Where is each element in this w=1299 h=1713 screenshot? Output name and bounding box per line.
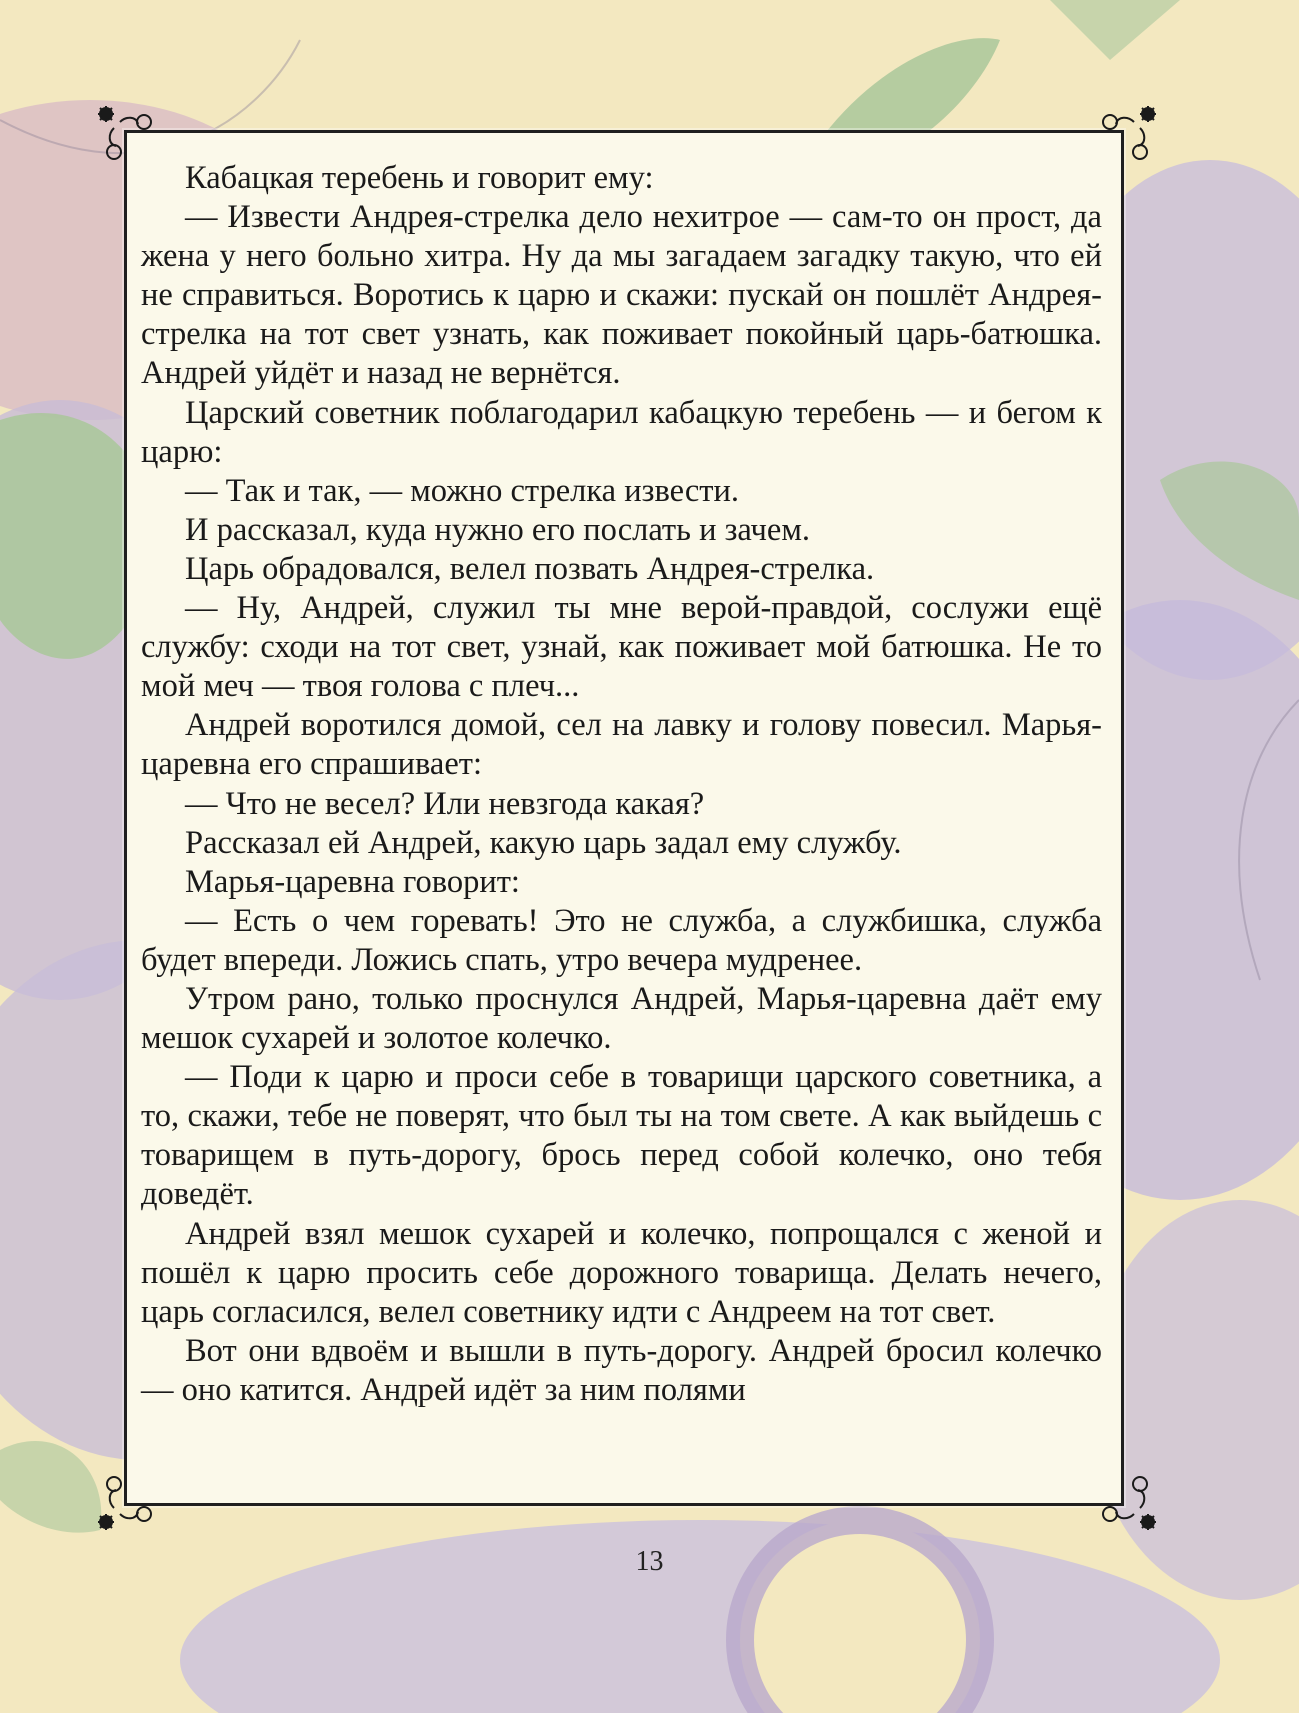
paragraph: Марья-царевна говорит:: [185, 863, 520, 900]
ornament-bottom-left-icon: [92, 1458, 170, 1536]
paragraph: Царский советник поблагодарил кабацкую теребень — и бегом к царю:: [141, 394, 1102, 470]
paragraph: Вот они вдвоём и вышли в путь-дорогу. Андрей бросил колечко — оно катится. Андрей идёт за ним полями: [141, 1332, 1102, 1408]
paragraph: Андрей взял мешок сухарей и колечко, попрощался с женой и пошёл к царю просить себе дорожного товарища. Делать нечего, царь согласился, велел советнику идти с Андреем на тот свет.: [141, 1215, 1102, 1330]
paragraph: Андрей воротился домой, сел на лавку и голову повесил. Марья-царевна его спрашивает:: [141, 707, 1102, 783]
page-number: 13: [635, 1546, 664, 1577]
paragraph: Кабацкая теребень и говорит ему:: [185, 160, 654, 196]
paragraph: — Есть о чем горевать! Это не служба, а службишка, служба будет впереди. Ложись спать, утро вечера мудренее.: [141, 902, 1102, 978]
paragraph: И рассказал, куда нужно его послать и зачем.: [185, 511, 811, 548]
story-text: [141, 159, 1102, 1410]
paragraph: — Что не весел? Или невзгода какая?: [185, 785, 705, 822]
ornament-bottom-right-icon: [1084, 1458, 1162, 1536]
paragraph: — Ну, Андрей, служил ты мне верой-правдой, сослужи ещё службу: сходи на тот свет, узнай, как поживает мой батюшка. Не то мой меч — твоя голова с плеч...: [141, 590, 1102, 705]
paragraph: — Извести Андрея-стрелка дело нехитрое — сам-то он прост, да жена у него больно хитра. Ну да мы загадаем загадку такую, что ей не справиться. Воротись к царю и скажи: пускай он пошлёт Андрея-стрелка на тот свет узнать, как поживает покойный царь-батюшка. Андрей уйдёт и назад не вернётся.: [141, 199, 1102, 392]
paragraph: Утром рано, только проснулся Андрей, Марья-царевна даёт ему мешок сухарей и золотое колечко.: [141, 980, 1102, 1057]
paragraph: — Так и так, — можно стрелка извести.: [185, 472, 739, 509]
paragraph: — Поди к царю и проси себе в товарищи царского советника, а то, скажи, тебе не поверят, что был ты на том свете. А как выйдешь с товарищем в путь-дорогу, брось перед собой колечко, оно тебя доведёт.: [141, 1059, 1102, 1213]
paragraph: Рассказал ей Андрей, какую царь задал ему службу.: [185, 824, 902, 861]
paragraph: Царь обрадовался, велел позвать Андрея-стрелка.: [185, 550, 875, 587]
